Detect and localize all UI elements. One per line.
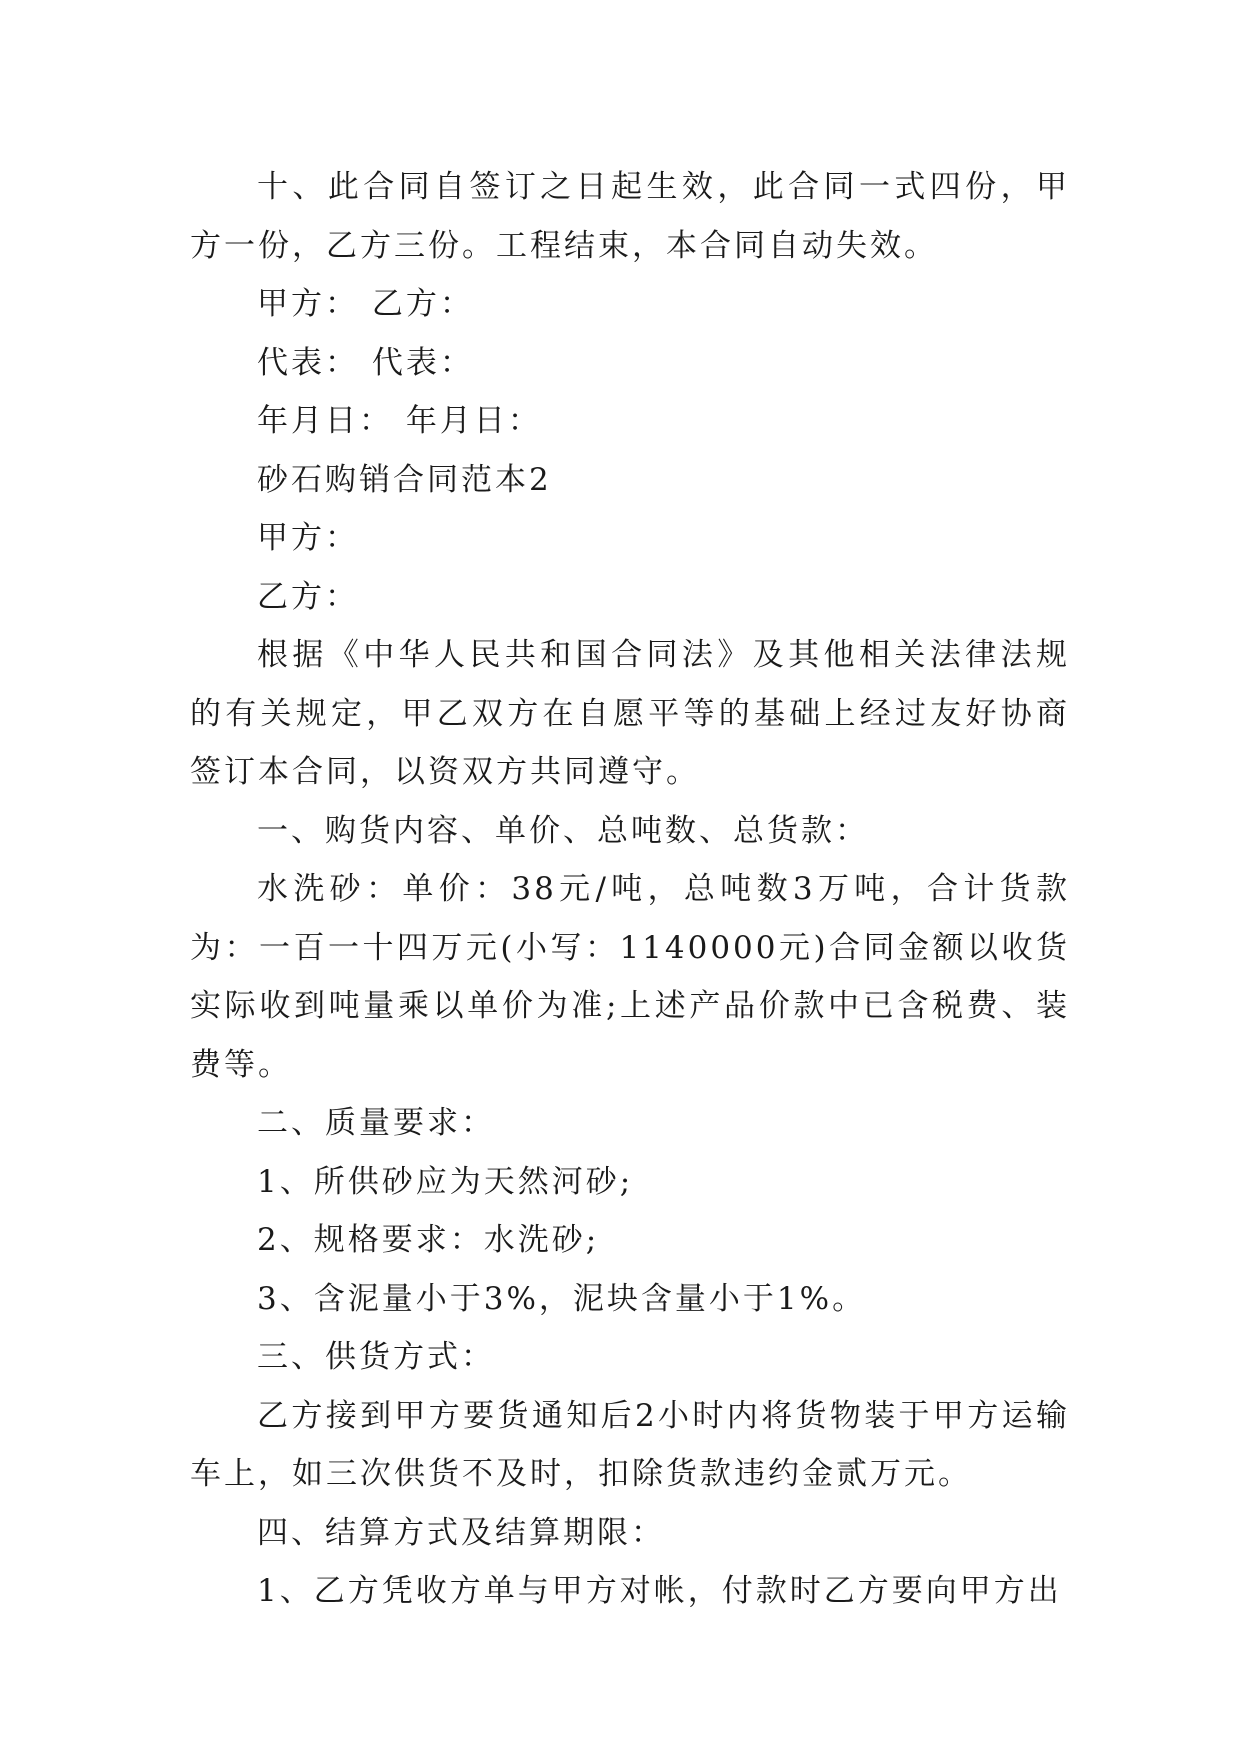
section-one-body: 水洗砂：单价：38元/吨，总吨数3万吨，合计货款为：一百一十四万元(小写：1140000元)合同金额以收货实际收到吨量乘以单价为准;上述产品价款中已含税费、装费等。: [190, 871, 1070, 1083]
signature-representative-line: 代表： 代表：: [257, 344, 474, 381]
section-three-heading: 三、供货方式：: [257, 1339, 495, 1375]
section-one-heading: 一、购货内容、单价、总吨数、总货款：: [257, 812, 869, 849]
contract-title: 砂石购销合同范本2: [257, 461, 552, 498]
quality-item-2: 2、规格要求：水洗砂;: [257, 1222, 600, 1258]
document-body: [190, 158, 1070, 1621]
quality-item-1: 1、所供砂应为天然河砂;: [257, 1163, 634, 1200]
section-three-body: 乙方接到甲方要货通知后2小时内将货物装于甲方运输车上，如三次供货不及时，扣除货款违约金贰万元。: [190, 1397, 1070, 1492]
party-b-label: 乙方：: [257, 578, 359, 615]
signature-date-line: 年月日： 年月日：: [257, 403, 542, 439]
preamble-paragraph: 根据《中华人民共和国合同法》及其他相关法律法规的有关规定，甲乙双方在自愿平等的基础上经过友好协商签订本合同，以资双方共同遵守。: [190, 637, 1070, 790]
quality-item-3: 3、含泥量小于3%，泥块含量小于1%。: [257, 1280, 867, 1317]
party-a-label: 甲方：: [257, 520, 359, 556]
settlement-item-1: 1、乙方凭收方单与甲方对帐，付款时乙方要向甲方出: [257, 1573, 1062, 1609]
signature-party-line: 甲方： 乙方：: [257, 286, 474, 322]
section-four-heading: 四、结算方式及结算期限：: [257, 1514, 665, 1551]
clause-ten-effective: 十、此合同自签订之日起生效，此合同一式四份，甲方一份，乙方三份。工程结束，本合同自动失效。: [190, 169, 1070, 264]
section-two-heading: 二、质量要求：: [257, 1105, 495, 1141]
